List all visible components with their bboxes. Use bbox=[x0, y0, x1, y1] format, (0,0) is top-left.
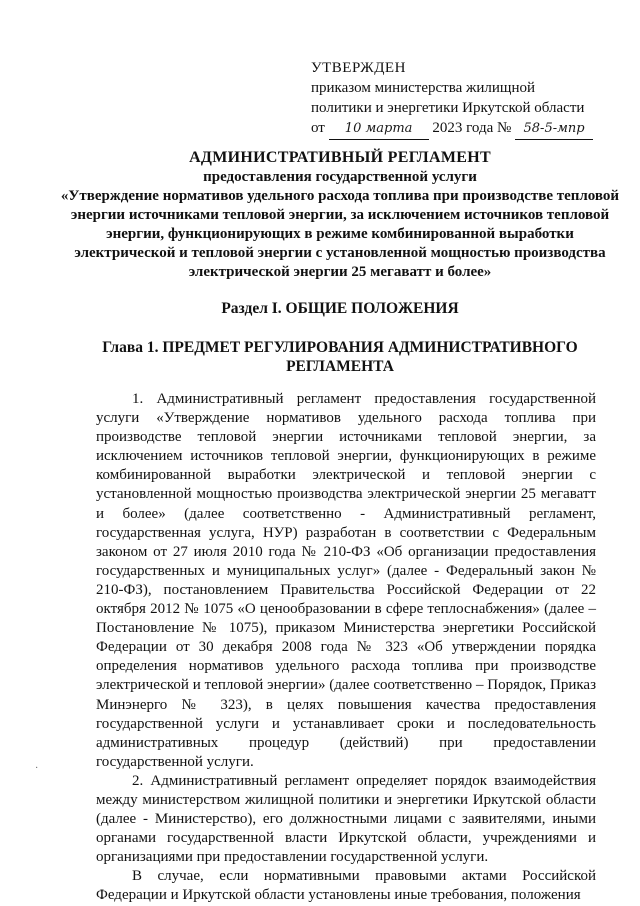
approval-line-1: приказом министерства жилищной bbox=[311, 80, 536, 96]
approval-from-label: от bbox=[311, 120, 325, 136]
paragraph-2: 2. Административный регламент определяет порядок взаимодействия между министерством жилищной политики и энергетики Иркутской области (далее - Министерство), его должностными лицами с заявителями, иными органами государственной власти Иркутской области, учреждениями и организациями при предоставлении государственной услуги. bbox=[96, 772, 596, 866]
paragraph-3: В случае, если нормативными правовыми актами Российской Федерации и Иркутской области установлены иные требования, положения bbox=[96, 868, 596, 904]
chapter-heading: Глава 1. ПРЕДМЕТ РЕГУЛИРОВАНИЯ АДМИНИСТРАТИВНОГО РЕГЛАМЕНТА bbox=[102, 339, 578, 375]
section-heading: Раздел I. ОБЩИЕ ПОЛОЖЕНИЯ bbox=[221, 300, 459, 317]
document-title: АДМИНИСТРАТИВНЫЙ РЕГЛАМЕНТ bbox=[189, 149, 491, 166]
approval-date-line bbox=[311, 118, 611, 140]
body-text bbox=[96, 390, 596, 906]
document-subtitle-2: «Утверждение нормативов удельного расхода топлива при производстве тепловой энергии источниками тепловой энергии, за исключением источников тепловой энергии, функционирующих в режиме комбинированной выработки электрической и тепловой энергии с установленной мощностью производства электрической энергии 25 мегаватт и более» bbox=[60, 188, 620, 280]
document-title-block bbox=[60, 148, 620, 282]
document-subtitle-1: предоставления государственной услуги bbox=[203, 169, 477, 185]
approval-stamp bbox=[311, 58, 611, 140]
approval-year-text: 2023 года № bbox=[432, 120, 512, 136]
margin-mark: · bbox=[35, 763, 39, 774]
approval-date-handwritten: 10 марта bbox=[329, 119, 429, 140]
approval-heading: УТВЕРЖДЕН bbox=[311, 60, 406, 76]
paragraph-1: 1. Административный регламент предоставления государственной услуги «Утверждение нормативов удельного расхода топлива при производстве тепловой энергии источниками тепловой энергии, за исключением источников тепловой энергии, функционирующих в режиме комбинированной выработки электрической и тепловой энергии с установленной мощностью производства электрической энергии 25 мегаватт и более» (далее соответственно - Административный регламент, государственная услуга, НУР) разработан в соответствии с Федеральным законом от 27 июля 2010 года № 210-ФЗ «Об организации предоставления государственных и муниципальных услуг» (далее - Федеральный закон № 210-ФЗ), постановлением Правительства Российской Федерации от 22 октября 2012 № 1075 «О ценообразовании в сфере теплоснабжения» (далее – Постановление № 1075), приказом Министерства энергетики Российской Федерации от 30 декабря 2008 года № 323 «Об утверждении порядка определения нормативов удельного расхода топлива при производстве электрической и тепловой энергии» (далее соответственно – Порядок, Приказ Минэнерго № 323), в целях повышения качества предоставления государственной услуги и устанавливает сроки и последовательность административных процедур (действий) при предоставлении государственной услуги. bbox=[96, 391, 596, 770]
approval-number-handwritten: 58-5-мпр bbox=[515, 119, 593, 140]
approval-line-2: политики и энергетики Иркутской области bbox=[311, 100, 585, 116]
